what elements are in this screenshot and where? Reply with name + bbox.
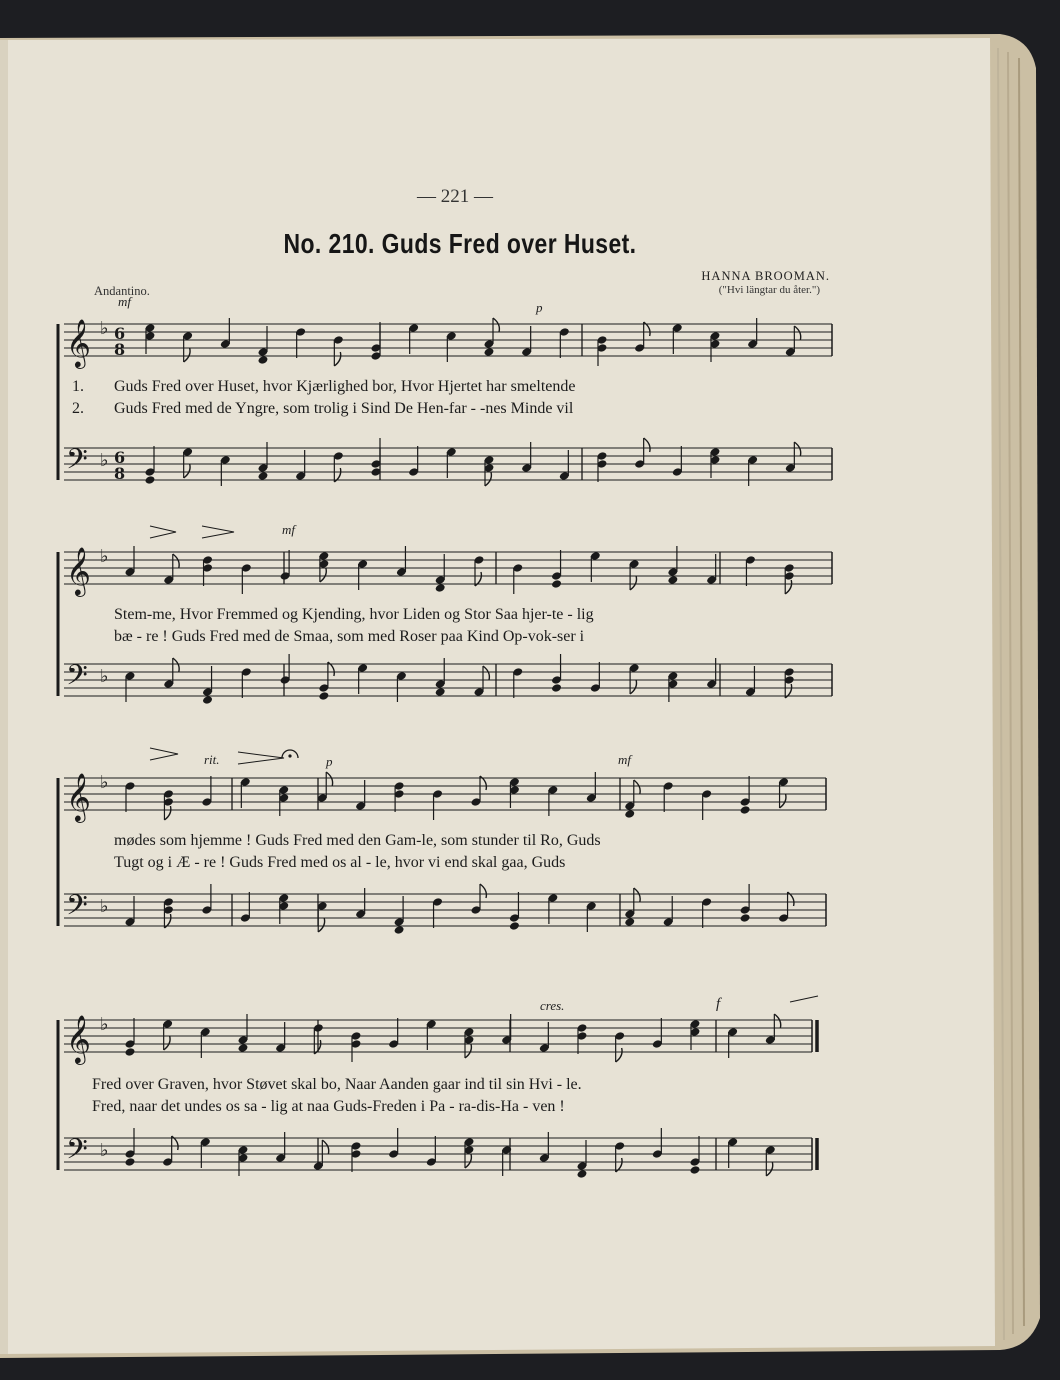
dynamic-mf: mf (282, 522, 295, 537)
bass-clef-icon: 𝄢 (66, 889, 88, 929)
lyric-line: Fred over Graven, hvor Støvet skal bo, Naar Aanden gaar ind til sin Hvi - le. (92, 1076, 582, 1093)
note-flag (184, 464, 190, 478)
lyric-line (72, 378, 842, 396)
note-head (667, 575, 678, 585)
key-signature-flat-icon: ♭ (100, 772, 109, 793)
page-number: — 221 — (417, 186, 493, 207)
key-signature-flat-icon: ♭ (100, 896, 109, 917)
note-head (577, 1169, 588, 1179)
key-signature-flat-icon: ♭ (100, 318, 109, 339)
dynamic-rit: rit. (204, 752, 220, 767)
note-flag (465, 1044, 471, 1058)
dynamic-f: f (716, 996, 721, 1012)
note-flag (630, 576, 636, 590)
note-flag (493, 318, 499, 332)
note-head (624, 917, 635, 927)
note-flag (785, 580, 791, 594)
note-flag (794, 442, 800, 456)
time-signature-icon: 6 (114, 324, 126, 343)
note-flag (780, 794, 786, 808)
note-flag (774, 1014, 780, 1028)
decrescendo-hairpin (202, 526, 234, 538)
note-flag (322, 1140, 328, 1154)
lyric-line: Stem-me, Hvor Fremmed og Kjending, hvor Liden og Stor Saa hjer-te - lig (114, 606, 594, 623)
note-flag (334, 352, 340, 366)
note-flag (634, 888, 640, 902)
key-signature-flat-icon: ♭ (100, 546, 109, 567)
key-signature-flat-icon: ♭ (100, 450, 109, 471)
time-signature-icon: 8 (114, 464, 126, 483)
note-head (318, 691, 329, 701)
note-head (238, 1043, 249, 1053)
bass-clef-icon: 𝄢 (66, 1133, 88, 1173)
note-head (740, 913, 751, 923)
note-flag (320, 568, 326, 582)
note-flag (480, 884, 486, 898)
book-page (0, 28, 1060, 1380)
note-flag (465, 1154, 471, 1168)
note-head (145, 475, 156, 485)
fermata-icon (288, 754, 291, 757)
note-flag (766, 1162, 772, 1176)
note-head (125, 1047, 136, 1057)
time-signature-icon: 8 (114, 340, 126, 359)
verse-number: 2. (72, 400, 84, 417)
tempo-marking: Andantino. (94, 284, 150, 298)
note-flag (173, 554, 179, 568)
note-head (509, 921, 520, 931)
note-head (258, 471, 269, 481)
time-signature-icon: 6 (114, 448, 126, 467)
note-head (435, 583, 446, 593)
note-head (394, 925, 405, 935)
key-signature-flat-icon: ♭ (100, 1014, 109, 1035)
verse-number: 1. (72, 378, 84, 395)
note-flag (634, 780, 640, 794)
treble-clef-icon: 𝄞 (66, 1014, 91, 1063)
note-head (125, 1157, 136, 1167)
lyric-line: mødes som hjemme ! Guds Fred med den Gam-le, som stunder til Ro, Guds (114, 832, 601, 849)
bass-clef-icon: 𝄢 (66, 659, 88, 699)
note-flag (184, 348, 190, 362)
lyric-line: Tugt og i Æ - re ! Guds Fred med os al - le, hvor vi end skal gaa, Guds (114, 854, 566, 871)
note-head (551, 683, 562, 693)
note-head (484, 347, 495, 357)
treble-clef-icon: 𝄞 (66, 318, 91, 367)
dynamic-p: p (326, 754, 333, 769)
key-signature-flat-icon: ♭ (100, 666, 109, 687)
lyric-line: bæ - re ! Guds Fred med de Smaa, som med Roser paa Kind Op-vok-ser i (114, 628, 585, 645)
dynamic-cres: cres. (540, 998, 565, 1013)
lyric-text: Guds Fred over Huset, hvor Kjærlighed bor, Hvor Hjertet har smeltende (114, 378, 576, 395)
note-flag (794, 326, 800, 340)
note-head (551, 579, 562, 589)
author: HANNA BROOMAN. (701, 269, 830, 283)
note-flag (630, 680, 636, 694)
bass-clef-icon: 𝄢 (66, 443, 88, 483)
dynamic-p: p (536, 300, 543, 315)
hymn-title: No. 210. Guds Fred over Huset. (283, 228, 637, 259)
note-flag (326, 772, 332, 786)
music-notation (0, 28, 1060, 1380)
note-flag (644, 438, 650, 452)
note-flag (164, 806, 170, 820)
note-head (690, 1165, 701, 1175)
note-flag (318, 918, 324, 932)
lyric-text: Guds Fred med de Yngre, som trolig i Sind De Hen-far - -nes Minde vil (114, 400, 574, 417)
note-head (202, 695, 213, 705)
note-flag (616, 1048, 622, 1062)
treble-clef-icon: 𝄞 (66, 772, 91, 821)
decrescendo-hairpin (790, 996, 818, 1002)
note-head (740, 805, 751, 815)
decrescendo-hairpin (238, 752, 284, 764)
melody-source: ("Hvi längtar du åter.") (718, 284, 820, 296)
lyric-line: Fred, naar det undes os sa - lig at naa Guds-Freden i Pa - ra-dis-Ha - ven ! (92, 1098, 565, 1115)
note-flag (164, 1036, 170, 1050)
key-signature-flat-icon: ♭ (100, 1140, 109, 1161)
crescendo-hairpin (150, 526, 176, 538)
treble-clef-icon: 𝄞 (66, 546, 91, 595)
note-flag (173, 658, 179, 672)
note-head (624, 809, 635, 819)
note-flag (483, 666, 489, 680)
note-flag (485, 472, 491, 486)
dynamic-mf: mf (118, 294, 131, 309)
lyric-line (72, 400, 842, 418)
dynamic-mf: mf (618, 752, 631, 767)
note-head (435, 687, 446, 697)
crescendo-hairpin (150, 748, 178, 760)
note-head (258, 355, 269, 365)
